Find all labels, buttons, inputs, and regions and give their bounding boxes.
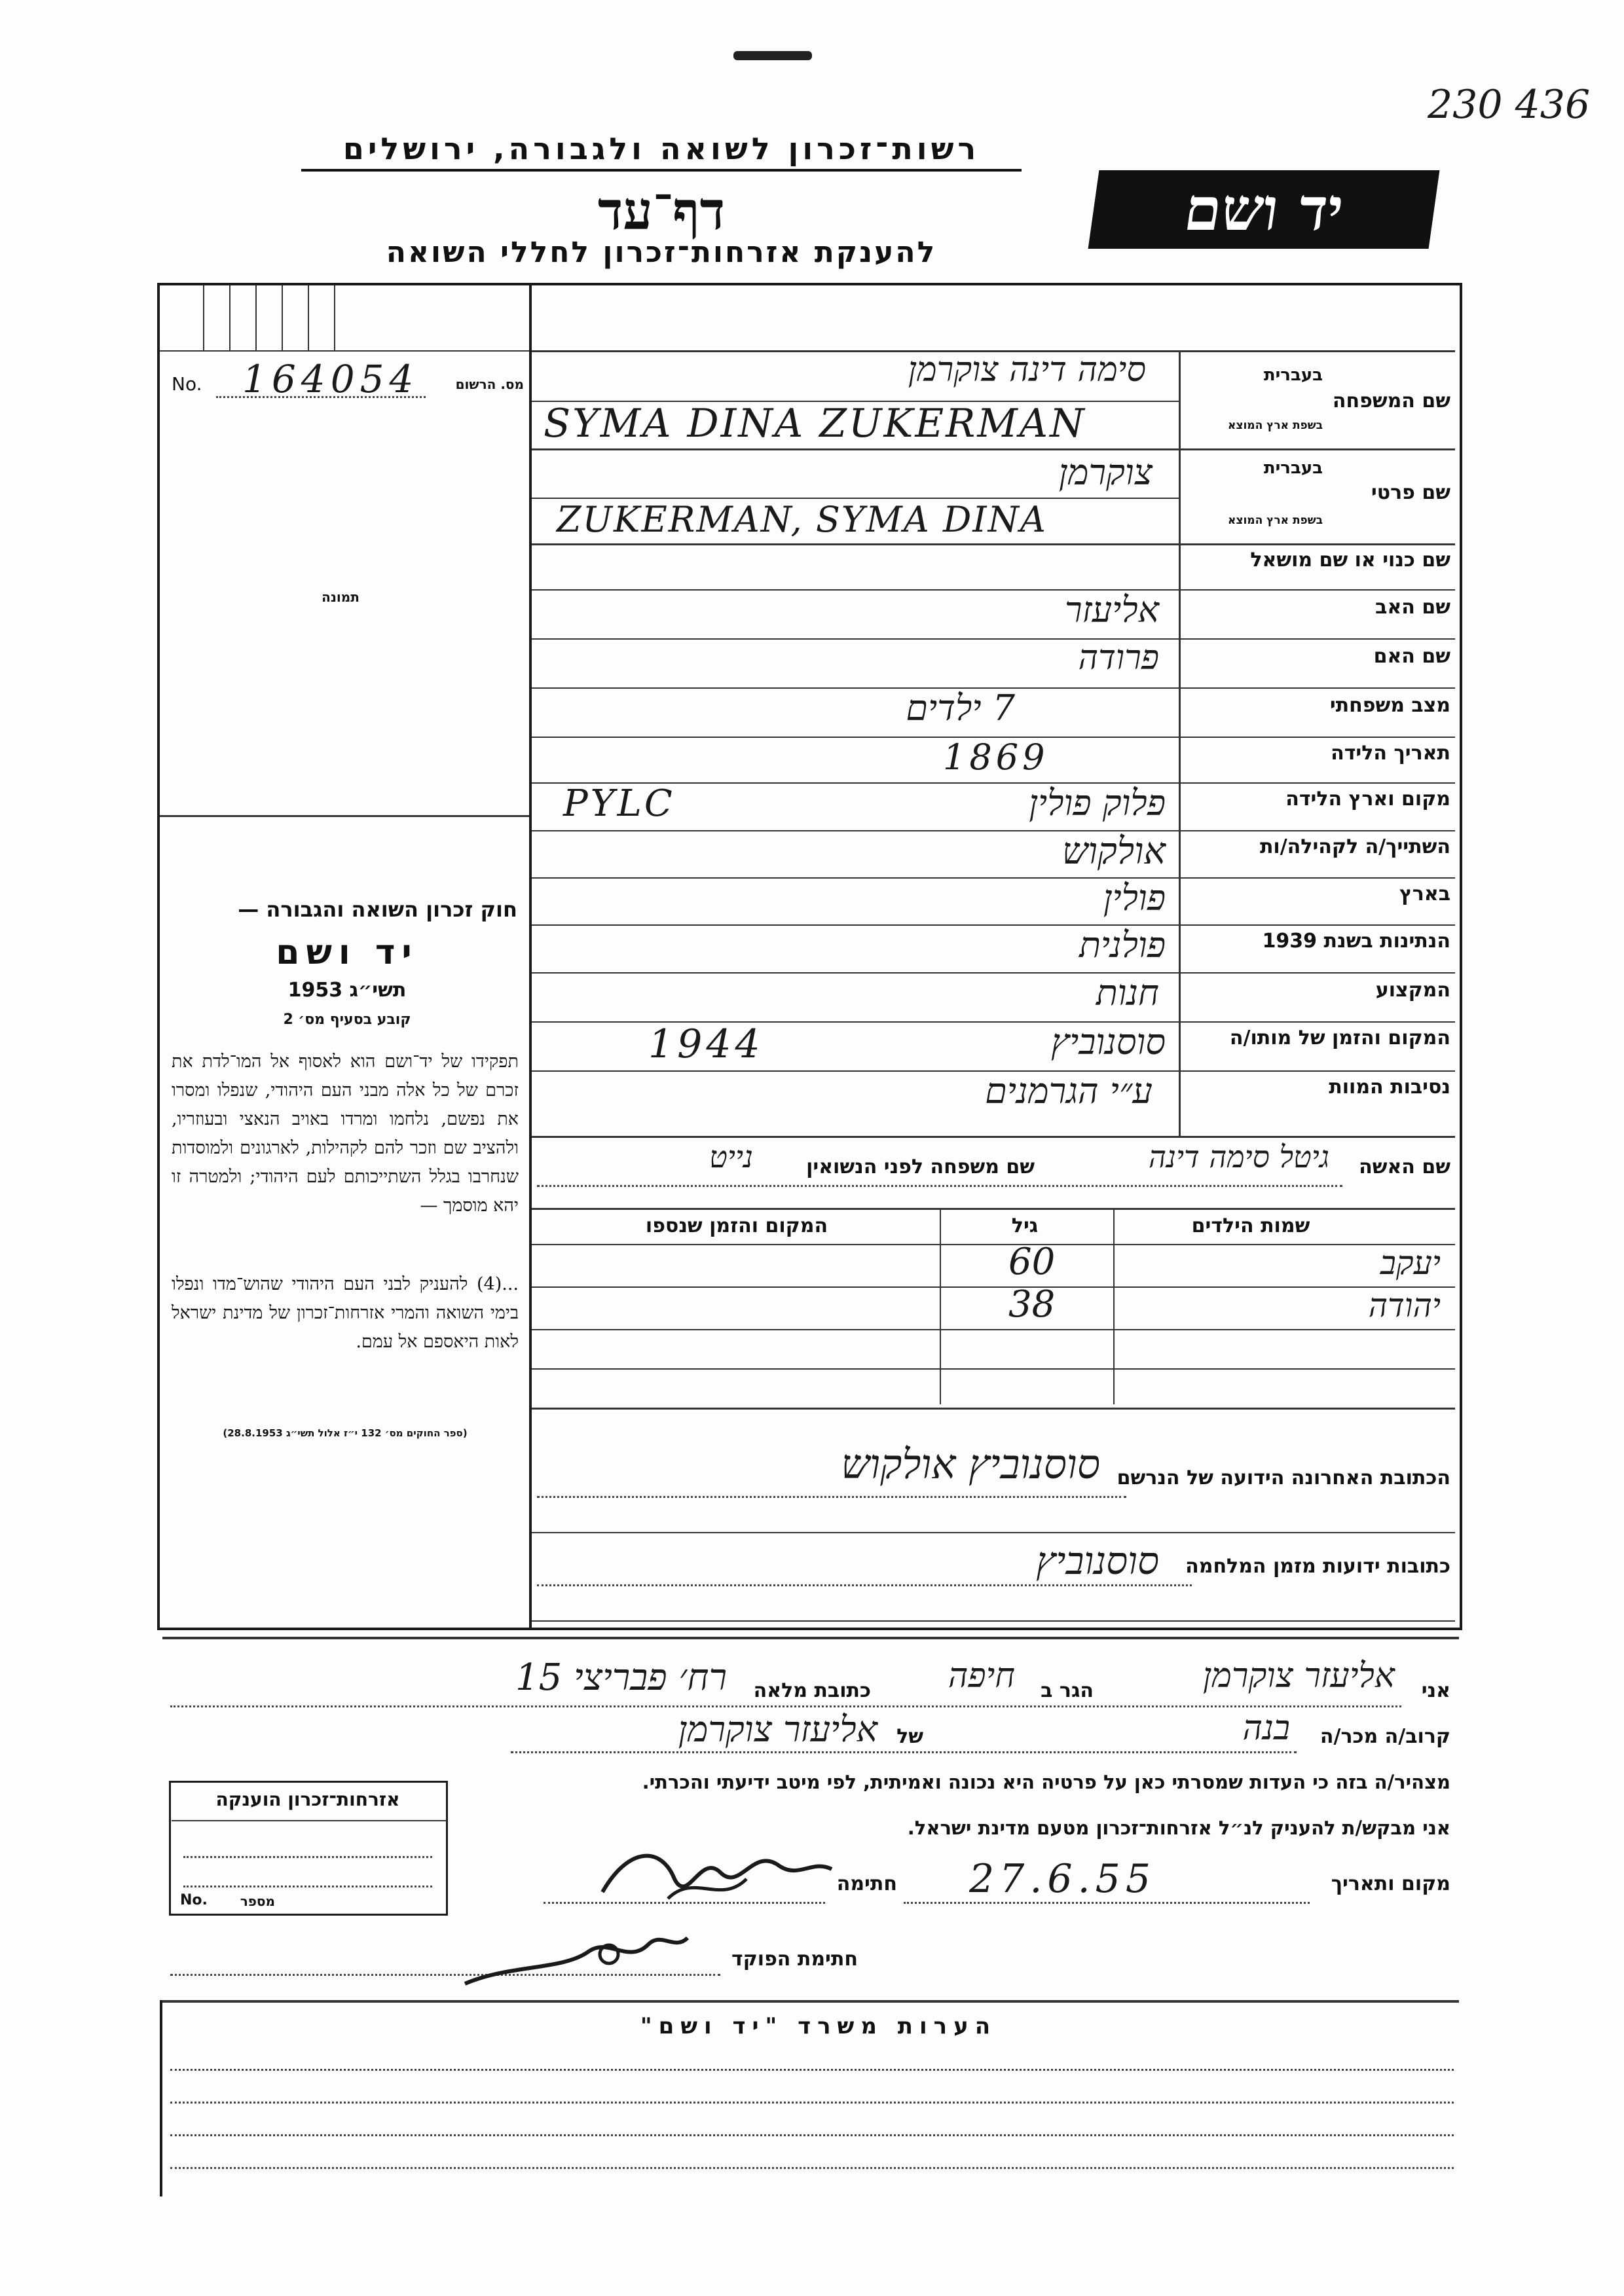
row-line bbox=[532, 543, 1455, 545]
row-line bbox=[532, 1532, 1455, 1533]
address-line bbox=[537, 1584, 1192, 1586]
declaration-line bbox=[170, 1705, 1401, 1707]
declarant-city: חיפה bbox=[948, 1656, 1015, 1696]
photo-box-border bbox=[160, 815, 529, 817]
firstname-native-value: ZUKERMAN, SYMA DINA bbox=[557, 499, 1047, 540]
citizenship-value: פולנית bbox=[1079, 924, 1166, 966]
date-line bbox=[904, 1902, 1310, 1904]
spouse-maiden-label: שם משפחה לפני הנשואין bbox=[806, 1156, 1035, 1178]
top-cells-border bbox=[160, 350, 529, 352]
granted-box-line bbox=[172, 1820, 447, 1821]
children-names-header: שמות הילדים bbox=[1191, 1214, 1310, 1237]
top-cell-divider bbox=[229, 285, 231, 351]
marital-label: מצב משפחתי bbox=[1329, 694, 1450, 717]
address-line bbox=[537, 1496, 1126, 1498]
spouse-maiden-value: נייט bbox=[709, 1139, 753, 1175]
surname-hebrew-label: בעברית bbox=[1263, 365, 1323, 385]
reg-number-prefix: No. bbox=[172, 373, 202, 395]
granted-title: אזרחות־זכרון הוענקה bbox=[215, 1789, 400, 1810]
reg-number-line bbox=[216, 396, 426, 398]
children-col-divider bbox=[940, 1208, 941, 1404]
notes-line bbox=[170, 2167, 1454, 2169]
declaration-date: 27.6.55 bbox=[969, 1856, 1156, 1902]
row-line bbox=[532, 1408, 1455, 1410]
row-line bbox=[532, 1136, 1455, 1138]
reg-number-value: 164054 bbox=[242, 357, 419, 401]
law-text-1: תפקידו של יד־ושם הוא לאסוף אל המו־לדת את זכרם של כל אלה מבני העם היהודי, שנפלו ומסרו את נפשם, נלחמו ומרדו באויב הנאצי ובעוזריו, ולהציב שם וזכר להם לקהילות, לארגונים ולמוסדות שנחרבו בגלל השתייכותם לעם היהודי; ולמטרה זו יהא מוסמך — bbox=[172, 1051, 519, 1216]
last-address-label: הכתובת האחרונה הידועה של הנרשם bbox=[1116, 1467, 1450, 1489]
relative-label: קרוב/ה מכר/ה bbox=[1320, 1725, 1450, 1748]
death-place-label: המקום והזמן של מותו/ה bbox=[1229, 1027, 1450, 1049]
children-place-header: המקום והזמן שנספו bbox=[645, 1214, 828, 1237]
death-place-value: סוסנוביץ bbox=[1051, 1021, 1166, 1063]
law-text-2: ...(4) להעניק לבני העם היהודי שהוש־מדו ונפלו בימי השואה והמרי אזרחות־זכרון של מדינת ישראל לאות היאספם אל עמם. bbox=[172, 1274, 519, 1352]
community-value: אולקוש bbox=[1061, 830, 1166, 873]
declarant-i-label: אני bbox=[1421, 1679, 1450, 1702]
row-line bbox=[532, 1329, 1455, 1330]
nickname-label: שם כנוי או שם מושאל bbox=[1250, 549, 1450, 572]
granted-box-line bbox=[183, 1886, 432, 1887]
top-cell-divider bbox=[334, 285, 335, 351]
war-address-value: סוסנוביץ bbox=[1036, 1539, 1159, 1583]
granted-number-prefix: No. bbox=[180, 1892, 208, 1908]
yad-vashem-logo: יד ושם bbox=[1088, 170, 1440, 249]
top-cell-divider bbox=[255, 285, 257, 351]
surname-native-label: בשפת ארץ המוצא bbox=[1227, 419, 1323, 432]
birthplace-native-value: PYLC bbox=[563, 782, 675, 825]
signature-label: חתימה bbox=[836, 1872, 897, 1895]
firstname-label: שם פרטי bbox=[1371, 481, 1450, 504]
war-address-label: כתובות ידועות מזמן המלחמה bbox=[1185, 1555, 1450, 1578]
footer-top-border bbox=[162, 2000, 1459, 2003]
row-line bbox=[532, 1368, 1455, 1370]
surname-native-value: SYMA DINA ZUKERMAN bbox=[544, 401, 1086, 446]
document-number: 230 436 bbox=[1428, 82, 1591, 128]
law-title: חוק זכרון השואה והגבורה — bbox=[238, 897, 517, 922]
mother-label: שם האם bbox=[1373, 645, 1450, 668]
surname-label: שם המשפחה bbox=[1332, 390, 1450, 412]
declarant-address: רח׳ פבריצי 15 bbox=[515, 1656, 727, 1699]
country-value: פולין bbox=[1103, 877, 1166, 919]
top-cell-divider bbox=[282, 285, 283, 351]
row-line bbox=[532, 448, 1455, 450]
father-value: אליעזר bbox=[1065, 589, 1159, 630]
last-address-value: סוסנוביץ אולקוש bbox=[841, 1440, 1100, 1488]
row-line bbox=[532, 972, 1455, 974]
label-column-divider bbox=[1179, 350, 1181, 1136]
of-label: של bbox=[896, 1725, 923, 1748]
left-column-divider bbox=[529, 285, 532, 1628]
row-line bbox=[532, 1208, 1455, 1210]
notes-line bbox=[170, 2069, 1454, 2071]
notes-line bbox=[170, 2102, 1454, 2104]
death-cause-label: נסיבות המוות bbox=[1329, 1076, 1450, 1099]
full-address-label: כתובת מלאה bbox=[753, 1679, 871, 1702]
declaration-line bbox=[511, 1751, 1297, 1753]
marital-value: 7 ילדים bbox=[906, 687, 1015, 729]
child-name: יעקב bbox=[1380, 1244, 1441, 1282]
footer-left-border bbox=[160, 2000, 162, 2196]
declarant-name: אליעזר צוקרמן bbox=[1202, 1656, 1395, 1696]
statement-text: מצהיר/ה בזה כי העדות שמסרתי כאן על פרטיה היא נכונה ואמיתית, לפי מיטב ידיעתי והכרתי. bbox=[642, 1771, 1450, 1793]
declaration-top-border bbox=[162, 1637, 1459, 1639]
child-age: 60 bbox=[1008, 1241, 1056, 1283]
birthplace-label: מקום וארץ הלידה bbox=[1285, 788, 1450, 811]
law-year: תשי״ג 1953 bbox=[287, 979, 407, 1002]
birthdate-label: תאריך הלידה bbox=[1331, 742, 1450, 765]
granted-number-label: מספר bbox=[240, 1893, 275, 1909]
law-reference: (ספר החוקים מס׳ 132 י״ז אלול תשי״ג 28.8.1953) bbox=[223, 1427, 468, 1439]
death-cause-value: ע״י הגרמנים bbox=[985, 1070, 1153, 1112]
citizenship-label: הנתינות בשנת 1939 bbox=[1262, 930, 1450, 953]
death-year-value: 1944 bbox=[648, 1021, 764, 1067]
relation-value: בנה bbox=[1242, 1709, 1290, 1748]
top-cell-divider bbox=[203, 285, 204, 351]
community-label: השתייך/ה לקהילה/ות bbox=[1259, 835, 1450, 858]
profession-label: המקצוע bbox=[1375, 979, 1450, 1002]
birthplace-value: פלוק פולין bbox=[1029, 782, 1166, 824]
children-col-divider bbox=[1113, 1208, 1115, 1404]
photo-label: תמונה bbox=[322, 589, 360, 605]
firstname-hebrew-label: בעברית bbox=[1263, 458, 1323, 478]
request-text: אני מבקש/ת להעניק לנ״ל אזרחות־זכרון מטעם מדינת ישראל. bbox=[907, 1817, 1450, 1839]
form-title: דף־עד bbox=[597, 180, 726, 242]
authority-line: רשות־זכרון לשואה ולגבורה, ירושלים bbox=[301, 131, 1022, 172]
spouse-line bbox=[537, 1185, 1342, 1187]
place-date-label: מקום ותאריך bbox=[1331, 1872, 1450, 1895]
profession-value: חנות bbox=[1096, 972, 1159, 1013]
children-age-header: גיל bbox=[1011, 1214, 1039, 1237]
form-subtitle: להענקת אזרחות־זכרון לחללי השואה bbox=[386, 236, 937, 269]
granted-box-line bbox=[183, 1856, 432, 1858]
reg-number-label: מס. הרשום bbox=[455, 376, 524, 392]
surname-hebrew-value: סימה דינה צוקרמן bbox=[908, 350, 1146, 390]
officer-signature bbox=[458, 1899, 694, 1990]
top-cell-divider bbox=[308, 285, 309, 351]
birthdate-value: 1869 bbox=[943, 737, 1049, 778]
firstname-hebrew-value: צוקרמן bbox=[1058, 452, 1153, 493]
officer-signature-label: חתימת הפוקד bbox=[731, 1948, 858, 1971]
firstname-native-label: בשפת ארץ המוצא bbox=[1227, 514, 1323, 527]
resident-label: הגר ב bbox=[1041, 1679, 1094, 1702]
notes-line bbox=[170, 2134, 1454, 2136]
law-name: יד ושם bbox=[276, 933, 418, 972]
mother-value: פרודה bbox=[1078, 638, 1159, 678]
spouse-label: שם האשה bbox=[1359, 1156, 1450, 1178]
law-clause: קובע בסעיף מס׳ 2 bbox=[283, 1011, 411, 1028]
of-name: אליעזר צוקרמן bbox=[678, 1709, 877, 1750]
child-name: יהודה bbox=[1368, 1286, 1441, 1324]
office-notes-title: הערות משרד "יד ושם" bbox=[640, 2013, 997, 2039]
row-line bbox=[532, 1620, 1455, 1622]
scan-mark bbox=[733, 51, 812, 60]
spouse-name-value: גיטל סימה דינה bbox=[1149, 1139, 1329, 1175]
country-label: בארץ bbox=[1399, 883, 1450, 905]
father-label: שם האב bbox=[1375, 596, 1450, 619]
child-age: 38 bbox=[1008, 1283, 1056, 1326]
